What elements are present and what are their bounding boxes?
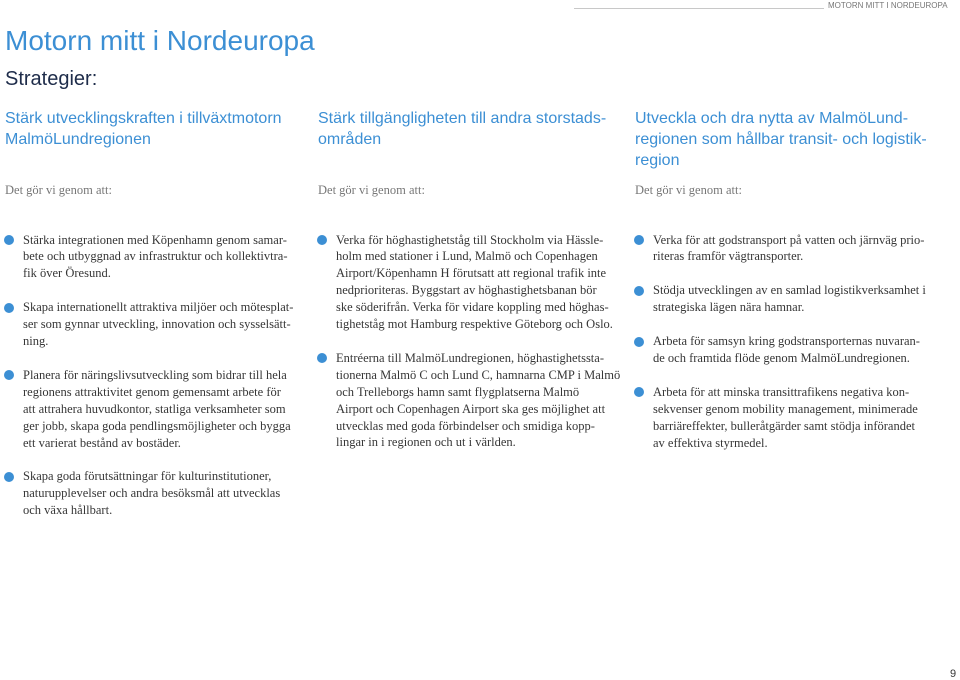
strategy-action-list [5, 232, 293, 537]
bullet-item [635, 333, 926, 367]
bullet-text-line: Arbeta för att minska transittrafikens negativa kon- [653, 384, 910, 399]
bullet-text-line: utvecklas med goda förbindelser och smidiga kopp- [336, 418, 595, 433]
heading-line: region [635, 151, 680, 169]
bullet-dot-icon [634, 387, 644, 397]
bullet-dot-icon [4, 303, 14, 313]
bullet-text-line: Planera för näringslivsutveckling som bidrar till hela [23, 367, 287, 382]
bullet-item [635, 232, 926, 266]
bullet-text-line: nedprioriteras. Byggstart av höghastighetsbanan bör [336, 283, 597, 298]
bullet-text-line: ning. [23, 334, 49, 349]
bullet-text-line: att attrahera huvudkontor, statliga verksamheter som [23, 401, 286, 416]
intro-label: Det gör vi genom att: [5, 182, 112, 197]
bullet-text-line: Stödja utvecklingen av en samlad logistikverksamhet i [653, 283, 926, 298]
bullet-text-line: Skapa internationellt attraktiva miljöer och mötesplat- [23, 300, 294, 315]
bullet-text-line: naturupplevelser och andra besöksmål att utvecklas [23, 486, 281, 501]
bullet-text-line: Airport/Köpenhamn H förutsatt att regional trafik inte [336, 266, 607, 281]
bullet-text-line: ser som gynnar utveckling, innovation och sysselsätt- [23, 317, 291, 332]
bullet-text-line: Stärka integrationen med Köpenhamn genom samar- [23, 232, 287, 247]
bullet-text-line: sekvenser genom mobility management, minimerade [653, 401, 918, 416]
bullet-text-line: Airport och Copenhagen Airport ska ges möjlighet att [336, 401, 606, 416]
intro-label: Det gör vi genom att: [318, 182, 425, 197]
bullet-text-line: regionens attraktivitet genom gemensamt arbete för [23, 384, 281, 399]
bullet-text-line: holm med stationer i Lund, Malmö och Copenhagen [336, 249, 598, 264]
bullet-text-line: ger jobb, skapa goda pendlingsmöjligheter och bygga [23, 418, 291, 433]
section-label: Strategier: [5, 68, 98, 90]
bullet-item [5, 367, 293, 452]
intro-label: Det gör vi genom att: [635, 182, 742, 197]
bullet-dot-icon [4, 472, 14, 482]
bullet-dot-icon [317, 235, 327, 245]
bullet-text-line: Verka för höghastighetståg till Stockholm via Hässle- [336, 232, 604, 247]
bullet-text-line: barriäreffekter, bulleråtgärder samt stödja införandet [653, 418, 915, 433]
bullet-item [635, 384, 926, 452]
bullet-item [318, 350, 620, 451]
bullet-item [318, 232, 620, 333]
bullet-text-line: ske söderifrån. Verka för vidare koppling med höghas- [336, 300, 609, 315]
heading-line: regionen som hållbar transit- och logistik- [635, 130, 927, 148]
bullet-text-line: bete och utbyggnad av infrastruktur och kollektivtra- [23, 249, 288, 264]
strategy-heading [5, 108, 282, 150]
bullet-text-line: ett varierat bestånd av bostäder. [23, 435, 181, 450]
page-number: 9 [950, 668, 957, 680]
bullet-text-line: av effektiva styrmedel. [653, 435, 768, 450]
bullet-text-line: Entréerna till MalmöLundregionen, höghastighetssta- [336, 350, 604, 365]
bullet-item [5, 299, 293, 350]
bullet-text-line: och växa hållbart. [23, 503, 113, 518]
bullet-text-line: de och framtida flöde genom MalmöLundregionen. [653, 351, 910, 366]
bullet-text-line: tighetståg mot Hamburg respektive Göteborg och Oslo. [336, 317, 613, 332]
heading-line: Utveckla och dra nytta av MalmöLund- [635, 109, 909, 127]
page-title: Motorn mitt i Nordeuropa [5, 25, 315, 56]
running-title: MOTORN MITT I NORDEUROPA [828, 1, 948, 10]
heading-line: Stärk utvecklingskraften i tillväxtmotorn [5, 109, 282, 127]
heading-line: MalmöLundregionen [5, 130, 151, 148]
header-rule [574, 8, 824, 9]
heading-line: Stärk tillgängligheten till andra storstads- [318, 109, 607, 127]
strategy-column-3 [635, 108, 950, 528]
bullet-text-line: riteras framför vägtransporter. [653, 249, 804, 264]
bullet-text-line: och Trelleborgs hamn samt flygplatserna Malmö [336, 384, 580, 399]
strategy-action-list [318, 232, 620, 469]
bullet-text-line: strategiska lägen nära hamnar. [653, 300, 805, 315]
bullet-dot-icon [634, 337, 644, 347]
bullet-text-line: Arbeta för samsyn kring godstransporternas nuvaran- [653, 334, 920, 349]
bullet-dot-icon [634, 235, 644, 245]
bullet-dot-icon [4, 235, 14, 245]
strategy-action-list [635, 232, 926, 469]
bullet-item [5, 232, 293, 283]
bullet-dot-icon [4, 370, 14, 380]
bullet-text-line: Verka för att godstransport på vatten och järnväg prio- [653, 232, 925, 247]
bullet-text-line: fik över Öresund. [23, 266, 111, 281]
bullet-text-line: Skapa goda förutsättningar för kulturinstitutioner, [23, 469, 272, 484]
strategy-column-2 [318, 108, 623, 528]
strategy-heading [635, 108, 927, 171]
bullet-item [5, 468, 293, 519]
bullet-dot-icon [317, 353, 327, 363]
heading-line: områden [318, 130, 382, 148]
bullet-text-line: lingar in i regionen och ut i världen. [336, 435, 516, 450]
strategy-heading [318, 108, 606, 150]
bullet-text-line: tionerna Malmö C och Lund C, hamnarna CMP i Malmö [336, 367, 621, 382]
strategy-column-1 [5, 108, 305, 528]
bullet-dot-icon [634, 286, 644, 296]
bullet-item [635, 282, 926, 316]
